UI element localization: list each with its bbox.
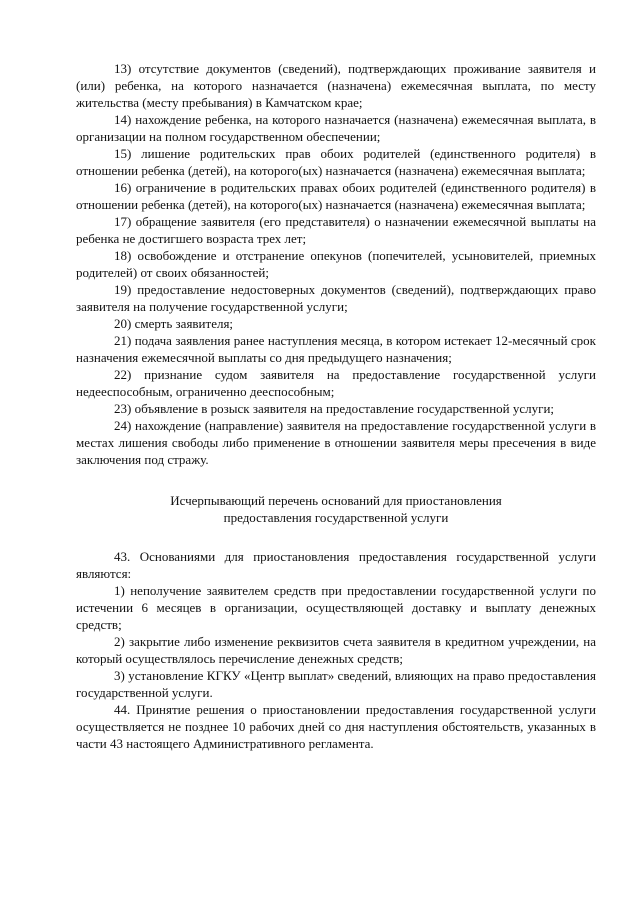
paragraph-item-15: 15) лишение родительских прав обоих родителей (единственного родителя) в отношении ребенка (детей), на которого(ых) назначается (назначена) ежемесячная выплата;	[76, 146, 596, 178]
paragraph-clause-43: 43. Основаниями для приостановления предоставления государственной услуги являются:	[76, 549, 596, 581]
paragraph-item-13: 13) отсутствие документов (сведений), подтверждающих проживание заявителя и (или) ребенка, на которого назначается (назначена) ежемесячная выплата, по месту жительства (месту пребывания) в Камчатском крае;	[76, 61, 596, 110]
paragraph-item-19: 19) предоставление недостоверных документов (сведений), подтверждающих право заявителя на получение государственной услуги;	[76, 282, 596, 314]
paragraph-item-22: 22) признание судом заявителя на предоставление государственной услуги недееспособным, ограниченно дееспособным;	[76, 367, 596, 399]
paragraph-item-16: 16) ограничение в родительских правах обоих родителей (единственного родителя) в отношении ребенка (детей), на которого(ых) назначается (назначена) ежемесячная выплата;	[76, 180, 596, 212]
paragraph-subitem-3: 3) установление КГКУ «Центр выплат» сведений, влияющих на право предоставления государственной услуги.	[76, 668, 596, 700]
paragraph-clause-44: 44. Принятие решения о приостановлении предоставления государственной услуги осуществляется не позднее 10 рабочих дней со дня наступления обстоятельств, указанных в части 43 настоящего Административного регламента.	[76, 702, 596, 751]
section-heading-line-2: предоставления государственной услуги	[223, 510, 449, 525]
paragraph-item-17: 17) обращение заявителя (его представителя) о назначении ежемесячной выплаты на ребенка не достигшего возраста трех лет;	[76, 214, 596, 246]
paragraph-item-23: 23) объявление в розыск заявителя на предоставление государственной услуги;	[114, 401, 555, 416]
paragraph-item-20: 20) смерть заявителя;	[114, 316, 234, 331]
paragraph-subitem-1: 1) неполучение заявителем средств при предоставлении государственной услуги по истечении 6 месяцев в организации, осуществляющей доставку и выплату денежных средств;	[76, 583, 596, 632]
section-heading-line-1: Исчерпывающий перечень оснований для приостановления	[170, 493, 502, 508]
paragraph-subitem-2: 2) закрытие либо изменение реквизитов счета заявителя в кредитном учреждении, на который осуществлялось перечисление денежных средств;	[76, 634, 596, 666]
paragraph-item-24: 24) нахождение (направление) заявителя на предоставление государственной услуги в местах лишения свободы либо применение в отношении заявителя меры пресечения в виде заключения под стражу.	[76, 418, 596, 467]
paragraph-item-14: 14) нахождение ребенка, на которого назначается (назначена) ежемесячная выплата, в организации на полном государственном обеспечении;	[76, 112, 596, 144]
paragraph-item-18: 18) освобождение и отстранение опекунов (попечителей, усыновителей, приемных родителей) от своих обязанностей;	[76, 248, 596, 280]
paragraph-item-21: 21) подача заявления ранее наступления месяца, в котором истекает 12-месячный срок назначения ежемесячной выплаты со дня предыдущего назначения;	[76, 333, 596, 365]
document-page	[76, 60, 596, 752]
section-heading	[76, 492, 596, 526]
